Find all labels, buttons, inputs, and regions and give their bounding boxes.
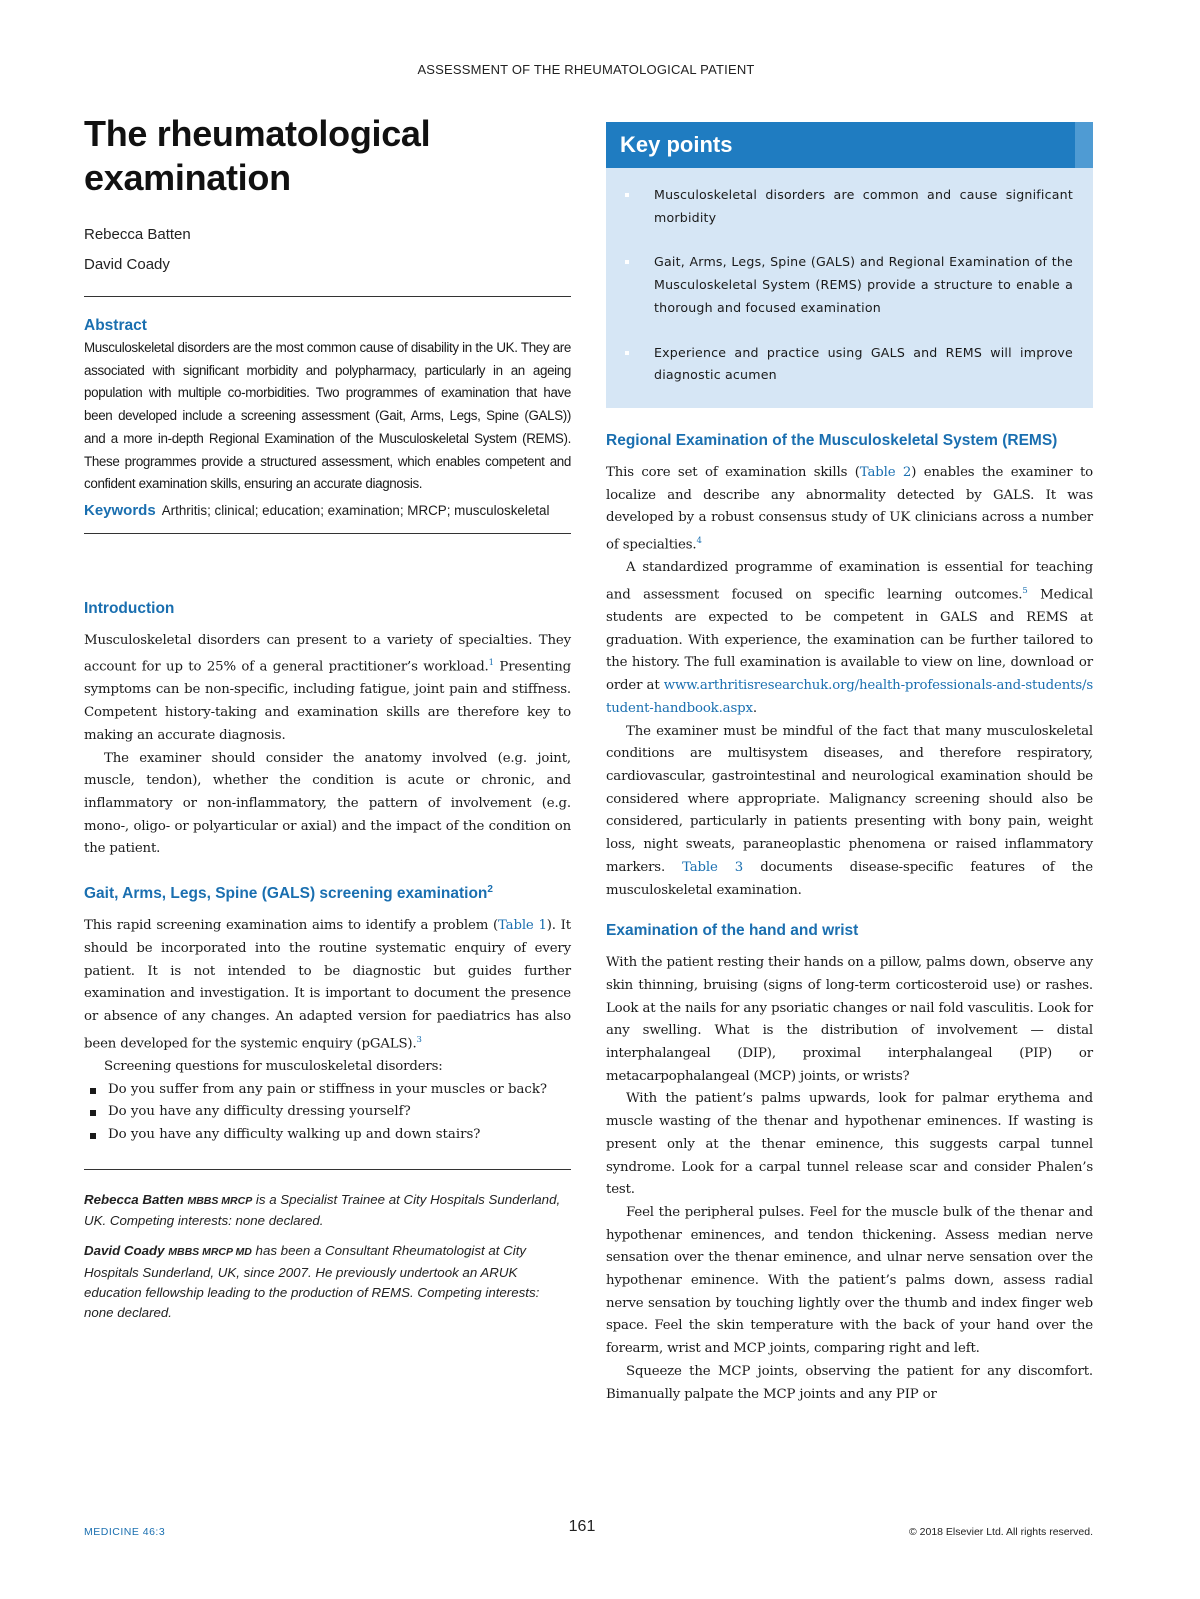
page-footer [84,1518,1093,1542]
citation-ref[interactable]: 1 [488,658,494,669]
hand-wrist-paragraph: Squeeze the MCP joints, observing the patient for any discomfort. Bimanually palpate the MCP joints and any PIP or [606,1363,1093,1402]
author-list [84,220,571,280]
running-head: ASSESSMENT OF THE RHEUMATOLOGICAL PATIENT [417,62,755,77]
article-title-line1: The rheumatological [84,113,431,154]
abstract-block [84,297,571,523]
rems-heading: Regional Examination of the Musculoskeletal System (REMS) [606,432,1058,449]
hand-wrist-paragraph: With the patient’s palms upwards, look for palmar erythema and muscle wasting of the thenar and hypothenar eminences. If wasting is present only at the thenar eminence, this suggests carpal tunnel syndrome. Look for a carpal tunnel release scar and consider Phalen’s test. [606,1091,1093,1198]
table-2-link[interactable]: Table 2 [859,465,912,480]
article-title-line2: examination [84,157,291,198]
abstract-heading: Abstract [84,317,147,334]
rems-paragraph: This core set of examination skills (Table 2) enables the examiner to localize and describe any abnormality detected by GALS. It was developed by a robust consensus study of UK clinicians across a number of specialties.$^4$ [606,465,1093,553]
citation-ref[interactable]: 4 [696,536,702,547]
introduction-paragraph: Musculoskeletal disorders can present to a variety of specialties. They account for up to 25% of a general practitioner’s workload.$^1$ Presenting symptoms can be non-specific, including fatigue, joint pain and stiffness. Competent history-taking and examination skills are therefore key to making an accurate diagnosis. [84,632,571,743]
key-point-item: Musculoskeletal disorders are common and cause significant morbidity [654,184,1073,229]
table-3-link[interactable]: Table 3 [682,859,744,875]
citation-ref[interactable]: 3 [416,1034,422,1045]
key-points-box [606,122,1093,408]
author-footnote: Rebecca Batten MBBS MRCP is a Specialist Trainee at City Hospitals Sunderland, UK. Competing interests: none declared. [84,1191,561,1228]
abstract-text: Musculoskeletal disorders are the most common cause of disability in the UK. They are associated with significant morbidity and polypharmacy, particularly in an ageing population with multiple co-morbidities. Two programmes of examination that have been developed include a screening assessment (Gait, Arms, Legs, Spine (GALS)) and a more in-depth Regional Examination of the Musculoskeletal System (REMS). These programmes provide a structured assessment, which enables competent and confident examination skills, ensuring an accurate diagnosis. [84,340,571,492]
citation-ref[interactable]: 2 [487,884,493,896]
citation-ref[interactable]: 5 [1022,585,1028,596]
hand-wrist-paragraph: With the patient resting their hands on a pillow, palms down, observe any skin thinning, bruising (signs of long-term corticosteroid use) or rashes. Look at the nails for any psoriatic changes or nail fold vasculitis. Look for any swelling. What is the distribution of involvement — distal interphalangeal (DIP), proximal interphalangeal (PIP) or metacarpophalangeal (MCP) joints, or wrists? [606,955,1094,1084]
list-item: Do you suffer from any pain or stiffness in your muscles or back? [108,1079,571,1102]
author-footnotes [84,1169,571,1324]
rems-paragraph: The examiner must be mindful of the fact that many musculoskeletal conditions are multisystem diseases, and therefore respiratory, cardiovascular, gastrointestinal and neurological examination should be considered where appropriate. Malignancy screening should also be considered, particularly in patients presenting with bony pain, weight loss, night sweats, paraneoplastic phenomena or raised inflammatory markers. Table 3 documents disease-specific features of the musculoskeletal examination. [606,723,1093,898]
keywords-line [84,500,571,523]
journal-issue: MEDICINE 46:3 [84,1526,166,1538]
article-title [84,112,571,200]
gals-heading: Gait, Arms, Legs, Spine (GALS) screening examination$^2$ [84,884,493,903]
keywords-label: Keywords [84,501,156,519]
author-footnote: David Coady MBBS MRCP MD has been a Consultant Rheumatologist at City Hospitals Sunderland, UK, since 2007. He previously undertook an ARUK education fellowship leading to the production of REMS. Competing interests: none declared. [84,1243,540,1321]
right-column [606,122,1093,1406]
table-1-link[interactable]: Table 1 [498,918,547,934]
gals-paragraph: Screening questions for musculoskeletal disorders: [104,1058,443,1074]
key-points-heading: Key points [606,122,1093,168]
list-item: Do you have any difficulty dressing yourself? [108,1101,571,1124]
hand-wrist-paragraph: Feel the peripheral pulses. Feel for the muscle bulk of the thenar and hypothenar eminences, and tendon thickening. Assess median nerve sensation over the thenar eminence, and ulnar nerve sensation over the hypothenar eminence. With the patient’s palms down, assess radial nerve sensation by touching lightly over the thumb and index finger web space. Feel the skin temperature with the back of your hand over the forearm, wrist and MCP joints, comparing right and left. [606,1204,1093,1357]
left-column [84,112,571,1333]
author-name: Rebecca Batten [84,226,191,243]
gals-paragraph: This rapid screening examination aims to identify a problem (Table 1). It should be incorporated into the routine systematic enquiry of every patient. It is not intended to be diagnostic but guides further examination and investigation. It is important to document the presence or absence of any changes. An adapted version for paediatrics has also been developed for the systemic enquiry (pGALS).$^3$ [84,918,571,1052]
copyright-notice: © 2018 Elsevier Ltd. All rights reserved. [909,1526,1093,1538]
introduction-heading: Introduction [84,599,175,617]
key-point-item: Experience and practice using GALS and REMS will improve diagnostic acumen [654,342,1073,387]
hand-wrist-heading: Examination of the hand and wrist [606,922,859,940]
list-item: Do you have any difficulty walking up and down stairs? [108,1124,571,1147]
author-name: David Coady [84,256,170,273]
arthritis-research-link[interactable]: www.arthritisresearchuk.org/health-professionals-and-students/student-handbook.aspx [606,678,1093,716]
rems-paragraph: A standardized programme of examination is essential for teaching and assessment focused on specific learning outcomes.$^5$ Medical students are expected to be competent in GALS and REMS at graduation. With experience, the examination can be further tailored to the history. The full examination is available to view on line, download or order at www.arthritisresearchuk.org/health-professionals-and-students/student-handbook.aspx. [606,560,1093,716]
keywords-text: Arthritis; clinical; education; examination; MRCP; musculoskeletal [161,502,550,518]
introduction-paragraph: The examiner should consider the anatomy involved (e.g. joint, muscle, tendon), whether the condition is acute or chronic, and inflammatory or non-inflammatory, the pattern of involvement (e.g. mono-, oligo- or polyarticular or axial) and the impact of the condition on the patient. [84,750,571,857]
screening-questions-list [84,1079,571,1147]
key-points-list [606,168,1093,387]
page-number: 161 [568,1518,596,1535]
key-point-item: Gait, Arms, Legs, Spine (GALS) and Regional Examination of the Musculoskeletal System (REMS) provide a structure to enable a thorough and focused examination [654,251,1073,319]
key-points-header-accent [1075,122,1093,168]
